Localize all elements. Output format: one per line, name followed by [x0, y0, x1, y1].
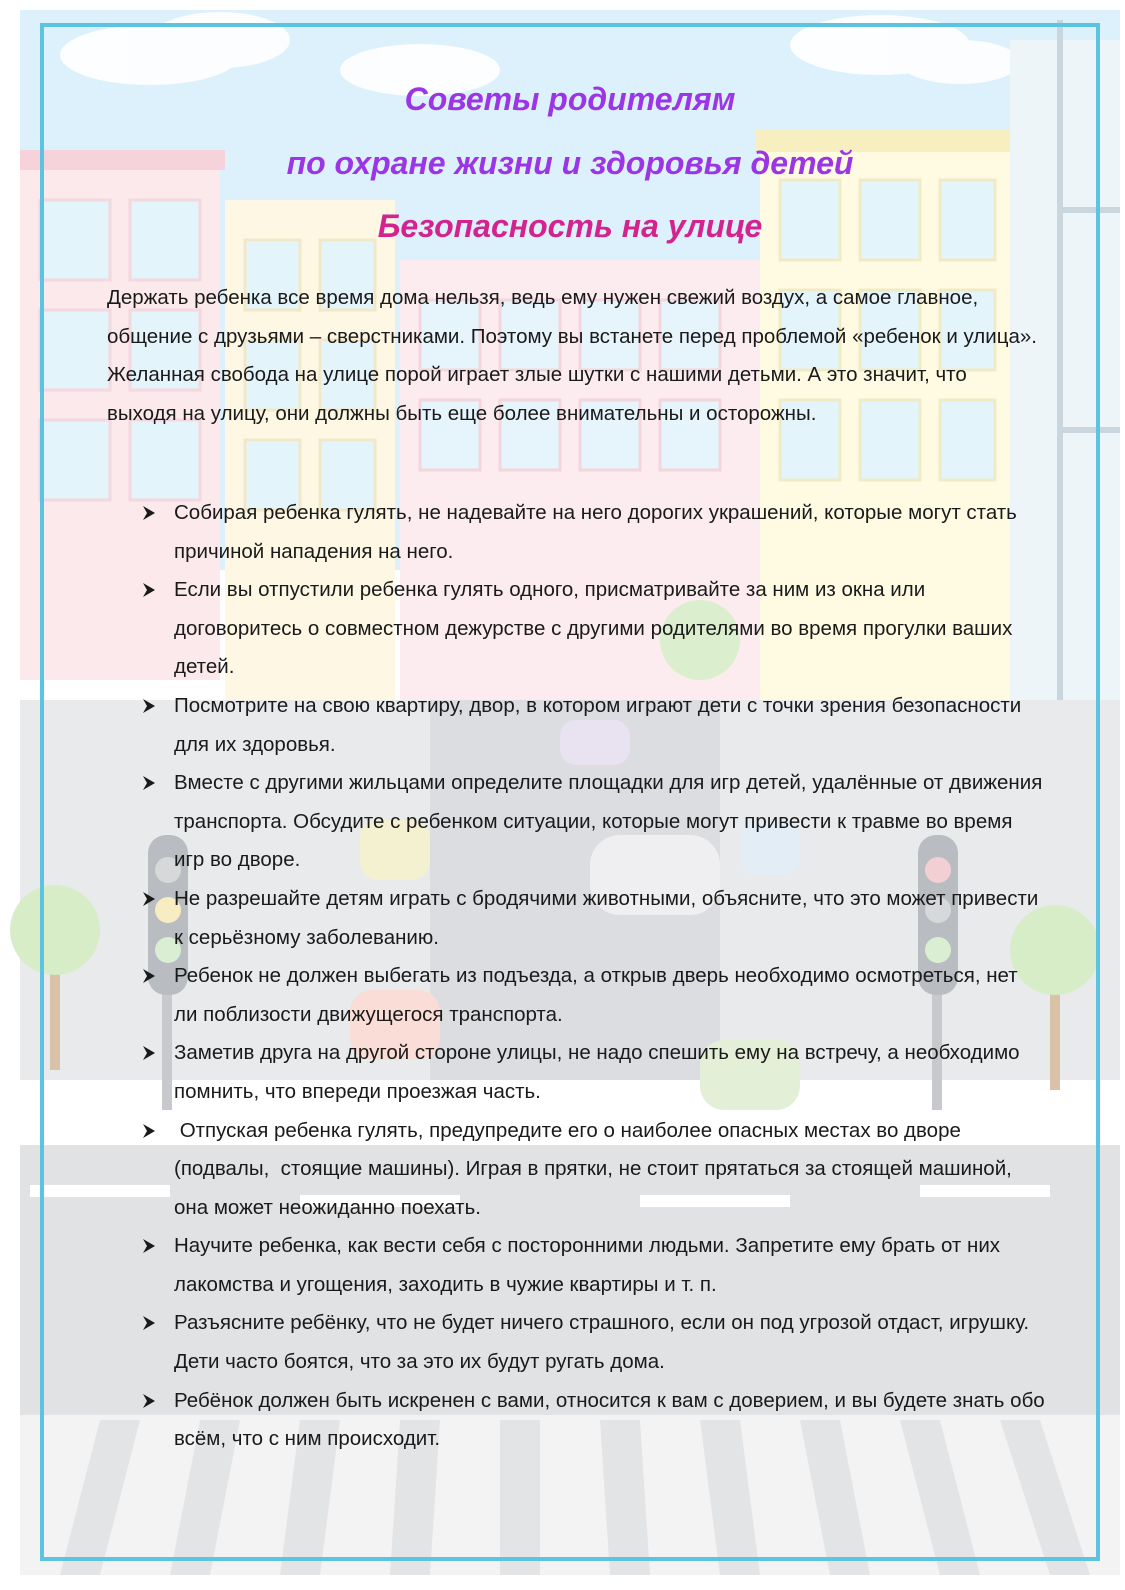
- arrow-bullet-icon: [140, 687, 160, 725]
- arrow-bullet-icon: [140, 1227, 160, 1265]
- arrow-bullet-icon: [140, 1112, 160, 1150]
- tip-text: Заметив друга на другой стороне улицы, не надо спешить ему на встречу, а необходимо помнить, что впереди проезжая часть.: [174, 1041, 1020, 1103]
- tip-text: Если вы отпустили ребенка гулять одного, присматривайте за ним из окна или договоритесь о совместном дежурстве с другими родителями во время прогулки ваших детей.: [174, 578, 1013, 679]
- tip-text: Собирая ребенка гулять, не надевайте на него дорогих украшений, которые могут стать причиной нападения на него.: [174, 501, 1017, 563]
- page-title-line2: по охране жизни и здоровья детей: [286, 145, 854, 181]
- tip-text: Не разрешайте детям играть с бродячими животными, объясните, что это может привести к серьёзному заболеванию.: [174, 886, 1039, 949]
- list-item: [140, 1382, 1045, 1459]
- title-block: [0, 83, 1125, 242]
- arrow-bullet-icon: [140, 957, 160, 995]
- list-item: [140, 1227, 1045, 1304]
- list-item: [140, 687, 1045, 764]
- tip-text: Ребёнок должен быть искренен с вами, относится к вам с доверием, и вы будете знать обо всём, что с ним происходит.: [174, 1388, 1045, 1451]
- intro-paragraph: Держать ребенка все время дома нельзя, ведь ему нужен свежий воздух, а самое главное, общение с друзьями – сверстниками. Поэтому вы встанете перед проблемой «ребенок и улица». Желанная свобода на улице порой играет злые шутки с нашими детьми. А это значит, что выходя на улицу, они должны быть еще более внимательны и осторожны.: [107, 286, 1037, 425]
- list-item: [140, 571, 1045, 687]
- page-title: Советы родителям: [404, 81, 736, 117]
- arrow-bullet-icon: [140, 1034, 160, 1072]
- tips-list: [140, 494, 1045, 1459]
- arrow-bullet-icon: [140, 1304, 160, 1342]
- list-item: [140, 1112, 1045, 1228]
- arrow-bullet-icon: [140, 1382, 160, 1420]
- list-item: [140, 1304, 1045, 1381]
- list-item: [140, 494, 1045, 571]
- arrow-bullet-icon: [140, 571, 160, 609]
- arrow-bullet-icon: [140, 494, 160, 532]
- tip-text: Отпуская ребенка гулять, предупредите его о наиболее опасных местах во дворе (подвалы, стоящие машины). Играя в прятки, не стоит прятаться за стоящей машиной, она может неожиданно поехать.: [174, 1118, 1018, 1219]
- arrow-bullet-icon: [140, 880, 160, 918]
- tip-text: Вместе с другими жильцами определите площадки для игр детей, удалённые от движения транспорта. Обсудите с ребенком ситуации, которые могут привести к травме во время игр во дворе.: [174, 771, 1043, 872]
- list-item: [140, 1034, 1045, 1111]
- page-subtitle: Безопасность на улице: [377, 208, 763, 244]
- arrow-bullet-icon: [140, 764, 160, 802]
- tip-text: Разъясните ребёнку, что не будет ничего страшного, если он под угрозой отдаст, игрушку. Дети часто боятся, что за это их будут ругать дома.: [174, 1311, 1030, 1374]
- list-item: [140, 880, 1045, 957]
- tip-text: Ребенок не должен выбегать из подъезда, а открыв дверь необходимо осмотреться, нет ли поблизости движущегося транспорта.: [174, 964, 1018, 1026]
- list-item: [140, 957, 1045, 1034]
- list-item: [140, 764, 1045, 880]
- tip-text: Научите ребенка, как вести себя с посторонними людьми. Запретите ему брать от них лакомства и угощения, заходить в чужие квартиры и т. п.: [174, 1234, 1001, 1296]
- tip-text: Посмотрите на свою квартиру, двор, в котором играют дети с точки зрения безопасности для их здоровья.: [174, 693, 1022, 756]
